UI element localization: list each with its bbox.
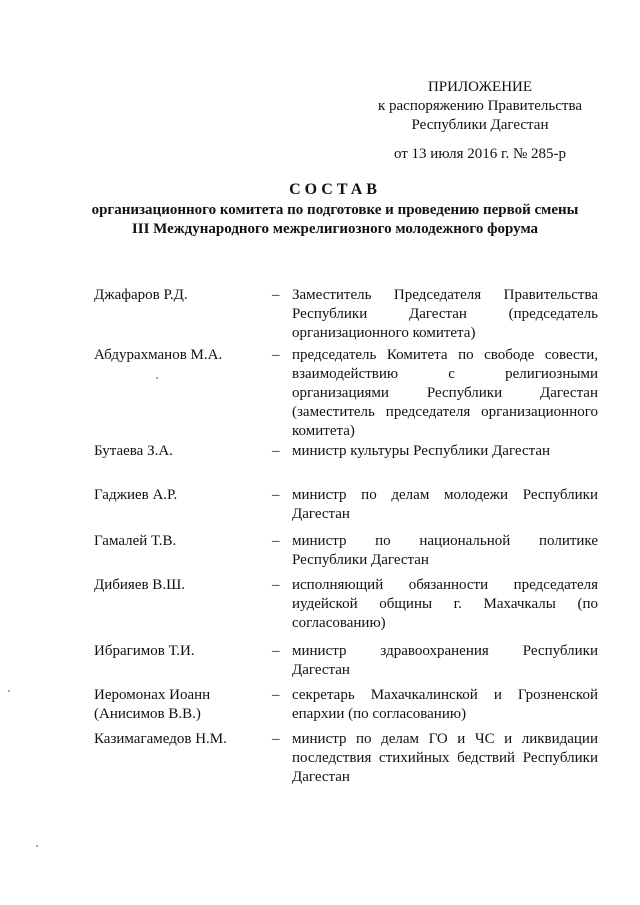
member-dash: – <box>272 687 280 703</box>
member-dash: – <box>272 487 280 503</box>
member-row <box>94 642 604 686</box>
member-name: Гаджиев А.Р. <box>94 487 178 503</box>
member-role: секретарь Махачкалинской и Грозненской епархии (по согласованию) <box>292 687 598 722</box>
title-heading: СОСТАВ <box>289 181 381 198</box>
member-row <box>94 286 604 346</box>
scan-speck <box>156 377 158 379</box>
scan-speck <box>36 845 38 847</box>
members-list <box>94 286 604 790</box>
member-dash: – <box>272 643 280 659</box>
member-name: Абдурахманов М.А. <box>94 347 223 363</box>
member-dash: – <box>272 533 280 549</box>
member-name: Джафаров Р.Д. <box>94 287 188 303</box>
member-name: Гамалей Т.В. <box>94 533 177 549</box>
appendix-title: ПРИЛОЖЕНИЕ <box>427 79 533 95</box>
member-row <box>94 532 604 576</box>
member-row <box>94 686 604 730</box>
member-row <box>94 576 604 642</box>
member-dash: – <box>272 287 280 303</box>
member-role: министр культуры Республики Дагестан <box>292 443 551 459</box>
member-name: Казимагамедов Н.М. <box>94 731 227 747</box>
appendix-order-date: от 13 июля 2016 г. № 285-р <box>393 146 567 162</box>
appendix-line-republic: Республики Дагестан <box>411 117 549 133</box>
member-name: Дибияев В.Ш. <box>94 577 185 593</box>
member-name: Бутаева З.А. <box>94 443 173 459</box>
member-role: министр по национальной политике Республики Дагестан <box>292 533 598 568</box>
member-role: исполняющий обязанности председателя иудейской общины г. Махачкалы (по согласованию) <box>292 577 598 631</box>
scan-speck <box>8 690 10 692</box>
title-line-1: организационного комитета по подготовке и проведению первой смены <box>91 202 579 218</box>
member-row <box>94 442 604 486</box>
appendix-header <box>360 78 600 164</box>
member-role: Заместитель Председателя Правительства Республики Дагестан (председатель организационного комитета) <box>292 287 598 341</box>
member-dash: – <box>272 577 280 593</box>
member-role: министр по делам молодежи Республики Дагестан <box>292 487 598 522</box>
member-role: министр по делам ГО и ЧС и ликвидации последствия стихийных бедствий Республики Дагестан <box>292 731 598 785</box>
member-role: председатель Комитета по свободе совести, взаимодействию с религиозными организациями Республики Дагестан (заместитель председателя организационного комитета) <box>292 347 598 439</box>
member-row <box>94 730 604 790</box>
appendix-line-order-ref: к распоряжению Правительства <box>377 98 582 114</box>
member-dash: – <box>272 731 280 747</box>
document-title <box>70 180 600 239</box>
member-dash: – <box>272 347 280 363</box>
member-role: министр здравоохранения Республики Дагестан <box>292 643 598 678</box>
member-name: Ибрагимов Т.И. <box>94 643 195 659</box>
member-name: Иеромонах Иоанн (Анисимов В.В.) <box>94 687 211 722</box>
member-row <box>94 346 604 442</box>
title-line-2: III Международного межрелигиозного молодежного форума <box>131 221 539 237</box>
member-row <box>94 486 604 532</box>
member-dash: – <box>272 443 280 459</box>
